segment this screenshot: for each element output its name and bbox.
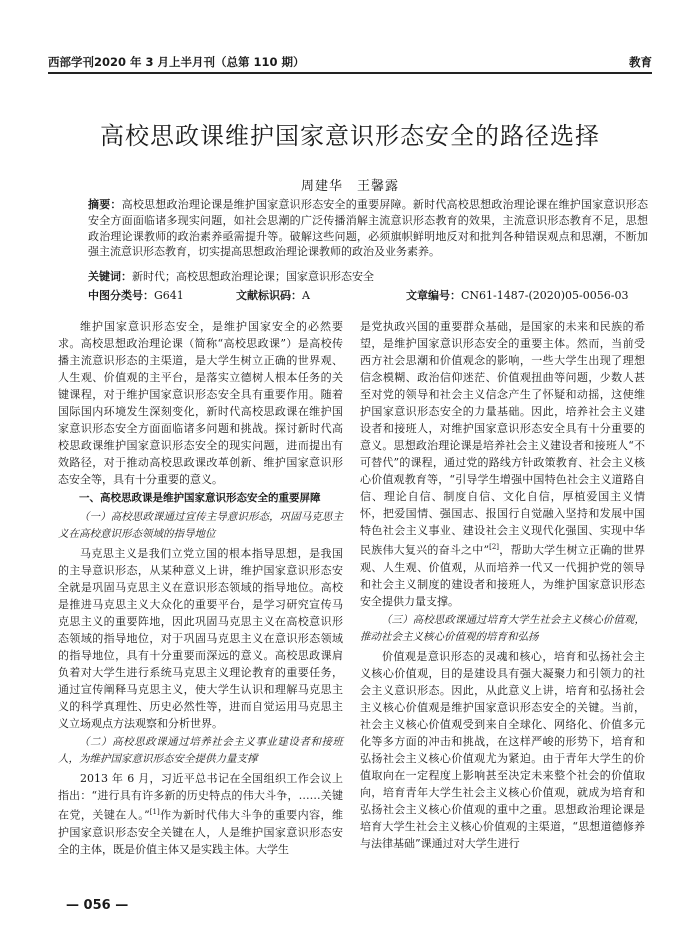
running-header	[48, 50, 652, 72]
clc-number	[88, 287, 184, 303]
citation: [1]	[149, 808, 160, 816]
paragraph: 马克思主义是我们立党立国的根本指导思想，是我国的主导意识形态，从某种意义上讲，维护国家意识形态安全就是巩固马克思主义在意识形态领域的指导地位。高校是推进马克思主义大众化的重要平台，是学习研究宣传马克思主义的重要阵地，因此巩固马克思主义在高校意识形态领域的指导地位，对于巩固马克思主义在意识形态领域的指导地位，具有十分重要而深远的意义。高校思政课肩负着对大学生进行系统马克思主义理论教育的重要任务，通过宣传阐释马克思主义，使大学生认识和理解马克思主义的科学真理性、历史必然性等，进而自觉运用马克思主义立场观点方法观察和分析世界。	[58, 547, 343, 730]
page-number: — 056 —	[66, 898, 129, 913]
section-label: 教育	[629, 55, 652, 69]
article-title: 高校思政课维护国家意识形态安全的路径选择	[100, 122, 600, 150]
clc-value: G641	[154, 289, 184, 302]
doc-value: A	[302, 289, 310, 302]
doc-label: 文献标识码：	[236, 289, 302, 302]
journal-info: 西部学刊2020 年 3 月上半月刊（总第 110 期）	[48, 55, 305, 69]
paragraph-text: 是党执政兴国的重要群众基础，是国家的未来和民族的希望，是维护国家意识形态安全的重要主体。然而，当前受西方社会思潮和价值观念的影响，一些大学生出现了理想信念模糊、政治信仰迷茫、价值观扭曲等问题，少数人甚至对党的领导和社会主义信念产生了怀疑和动摇，这使维护国家意识形态安全的力量基础。因此，培养社会主义建设者和接班人，对维护国家意识形态安全具有十分重要的意义。思想政治理论课是培养社会主义建设者和接班人“不可替代”的课程，通过党的路线方针政策教育、社会主义核心价值观教育等，“引导学生增强中国特色社会主义道路自信、理论自信、制度自信、文化自信，厚植爱国主义情怀，把爱国情、强国志、报国行自觉融入坚持和发展中国特色社会主义事业、建设社会主义现代化强国、实现中华民族伟大复兴的奋斗之中”	[360, 320, 645, 557]
paragraph: 维护国家意识形态安全，是维护国家安全的必然要求。高校思想政治理论课（简称“高校思政课”）是高校传播主流意识形态的主渠道，是大学生树立正确的世界观、人生观、价值观的主平台，是落实立德树人根本任务的关键课程，对于维护国家意识形态安全具有重要作用。随着国际国内环境发生深刻变化，新时代高校思政课在维护国家意识形态安全方面面临诸多问题和挑战。探讨新时代高校思政课维护国家意识形态安全的现实问题，进而提出有效路径，对于推动高校思政课改革创新、维护国家意识形态安全等，具有十分重要的意义。	[58, 320, 343, 486]
keywords-label: 关键词：	[88, 270, 132, 283]
header-divider	[48, 72, 652, 74]
paragraph: 价值观是意识形态的灵魂和核心，培育和弘扬社会主义核心价值观，目的是建设具有强大凝聚力和引领力的社会主义意识形态。因此，从此意义上讲，培育和弘扬社会主义核心价值观是维护国家意识形态安全的关键。当前，社会主义核心价值观受到来自全球化、网络化、价值多元化等多方面的冲击和挑战，在这样严峻的形势下，培育和弘扬社会主义核心价值观尤为紧迫。由于青年大学生的价值取向在一定程度上影响甚至决定未来整个社会的价值取向，培育青年大学生社会主义核心价值观，就成为培育和弘扬社会主义核心价值观的重中之重。思想政治理论课是培育大学生社会主义核心价值观的主渠道，“思想道德修养与法律基础”课通过对大学生进行	[360, 649, 645, 850]
clc-label: 中图分类号：	[88, 289, 154, 302]
subsection-heading: （二）高校思政课通过培养社会主义事业建设者和接班人，为维护国家意识形态安全提供力量支撑	[58, 736, 343, 765]
keywords	[88, 268, 648, 284]
abstract	[88, 197, 648, 260]
subsection-heading: （三）高校思政课通过培育大学生社会主义核心价值观，推动社会主义核心价值观的培育和弘扬	[360, 613, 645, 643]
doc-code	[236, 287, 310, 303]
paragraph-text: 2013 年 6 月，习近平总书记在全国组织工作会议上指出：“进行具有许多新的历史特点的伟大斗争，……关键在党，关键在人。”	[58, 772, 343, 822]
classification-line	[88, 287, 648, 303]
paragraph	[58, 770, 343, 858]
keywords-text: 新时代；高校思想政治理论课；国家意识形态安全	[132, 270, 374, 283]
abstract-text: 高校思想政治理论课是维护国家意识形态安全的重要屏障。新时代高校思想政治理论课在维护国家意识形态安全方面面临诸多现实问题，如社会思潮的广泛传播消解主流意识形态教育的效果，主流意识形态教育不足，思想政治理论课教师的政治素养亟需提升等。破解这些问题，必须旗帜鲜明地反对和批判各种错误观点和思潮，不断加强主流意识形态教育，切实提高思想政治理论课教师的政治及业务素养。	[88, 198, 649, 259]
subsection-heading: （一）高校思政课通过宣传主导意识形态，巩固马克思主义在高校意识形态领域的指导地位	[58, 511, 343, 540]
paragraph	[360, 318, 645, 610]
article-label: 文章编号：	[406, 289, 461, 302]
section-heading: 一、高校思政课是维护国家意识形态安全的重要屏障	[79, 492, 321, 504]
article-number	[406, 287, 628, 303]
article-authors: 周建华 王馨露	[300, 179, 399, 194]
body-column-right	[360, 318, 645, 852]
paragraph-text: 作为新时代伟大斗争的重要内容，维护国家意识形态安全关键在人，人是维护国家意识形态安全的主体，既是价值主体又是实践主体。大学生	[58, 808, 344, 856]
abstract-label: 摘要：	[88, 198, 122, 211]
article-value: CN61-1487-(2020)05-0056-03	[461, 289, 629, 302]
citation: [2]	[489, 543, 500, 551]
body-column-left	[58, 318, 343, 858]
paragraph-text: ，帮助大学生树立正确的世界观、人生观、价值观，从而培养一代又一代拥护党的领导和社会主义制度的建设者和接班人，为维护国家意识形态安全提供力量支撑。	[360, 543, 645, 608]
